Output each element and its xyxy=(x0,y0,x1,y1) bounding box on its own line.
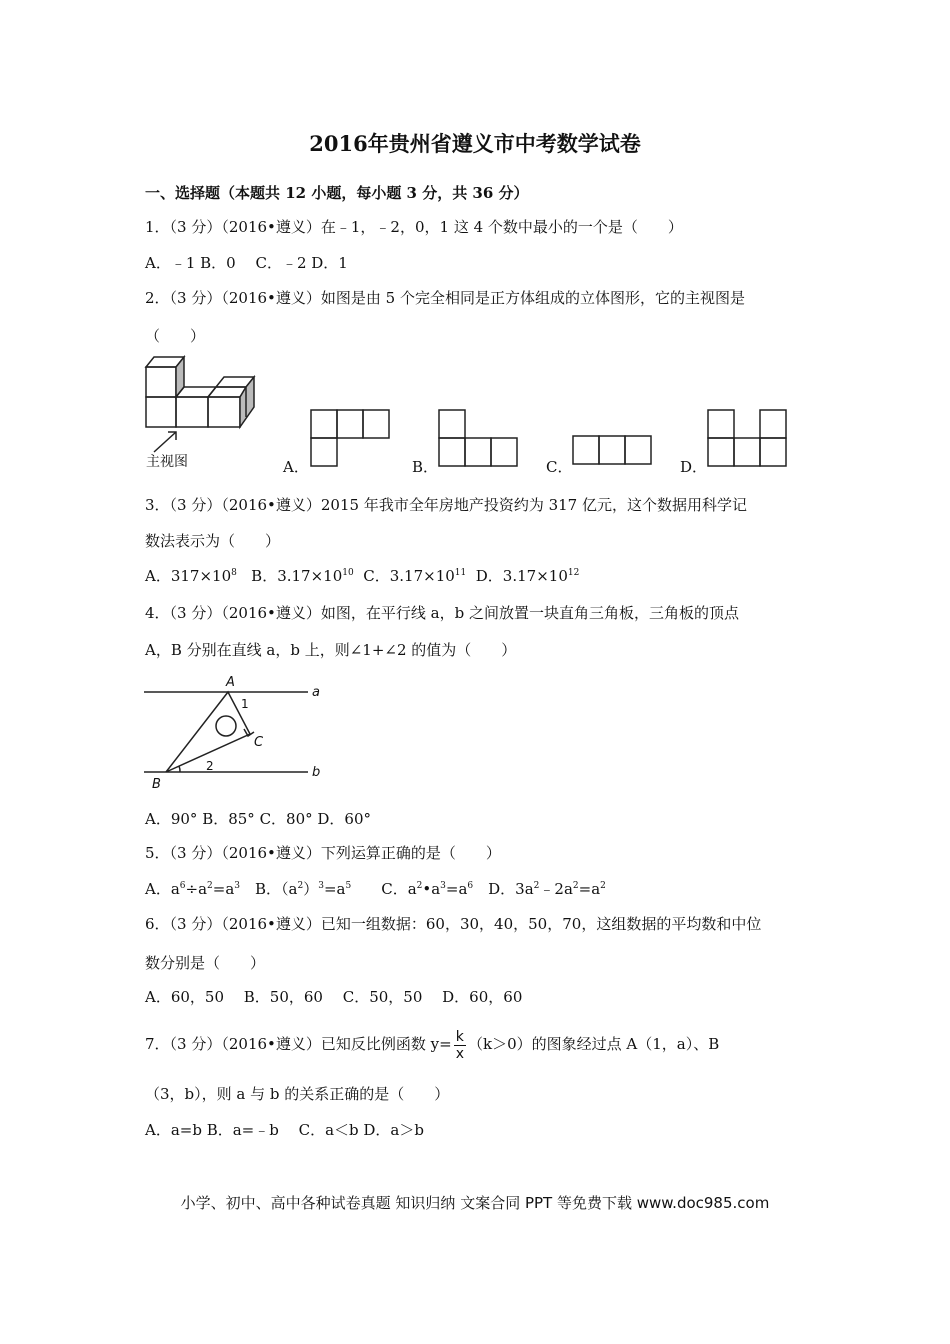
option-c-exponent: 11 xyxy=(454,568,467,578)
question-5-options: A．$a^6\div a^2=a^3$ B．$(a^2)^3=a^5$ C．$a^2•a^3=a^6$ D．$3a^2﹣2a^2=a^2$ xyxy=(145,880,606,898)
question-3-stem: 3．（3 分）（2016•遵义）2015 年我市全年房地产投资约为 317 亿元，这个数据用科学记 xyxy=(145,496,747,514)
question-6-stem: 6．（3 分）（2016•遵义）已知一组数据：60，30，40，50，70，这组数据的平均数和中位 xyxy=(145,915,762,933)
figure-caption: 主视图 xyxy=(146,454,188,470)
question-3-options xyxy=(145,566,579,586)
question-2-stem: 2．（3 分）（2016•遵义）如图是由 5 个完全相同是正方体组成的立体图形，它的主视图是 xyxy=(145,289,745,307)
fraction-k-over-x xyxy=(454,1029,466,1062)
option-c-figure xyxy=(572,434,654,468)
option-label-c: C． xyxy=(546,458,573,476)
label-angle-2: 2 xyxy=(206,759,214,773)
question-6-stem-cont: 数分别是（ ） xyxy=(145,954,266,972)
question-6-options: A．60，50 B．50，60 C．50，50 D．60，60 xyxy=(145,988,523,1006)
fraction-numerator: k xyxy=(454,1029,466,1046)
question-7-stem-pre: 7．（3 分）（2016•遵义）已知反比例函数 y= xyxy=(145,1035,452,1053)
question-7-stem xyxy=(145,1027,719,1062)
question-5-stem: 5．（3 分）（2016•遵义）下列运算正确的是（ ） xyxy=(145,844,501,862)
option-label-b: B． xyxy=(412,458,439,476)
option-a-figure xyxy=(310,409,392,469)
option-label-d: D． xyxy=(680,458,708,476)
question-4-options: A．90° B．85° C．80° D．60° xyxy=(145,810,372,828)
label-line-a: a xyxy=(312,685,320,700)
label-line-b: b xyxy=(312,765,321,780)
option-b: B．3.17×10 xyxy=(251,567,343,585)
question-7-stem-post: （k＞0）的图象经过点 A（1，a）、B xyxy=(468,1035,720,1053)
option-b-figure xyxy=(438,409,520,469)
triangle-figure xyxy=(140,672,340,796)
question-2-stem-cont: （ ） xyxy=(145,327,206,345)
question-4-stem-cont: A，B 分别在直线 a，b 上，则∠1+∠2 的值为（ ） xyxy=(145,641,517,659)
label-c-vertex: C xyxy=(254,735,264,750)
option-a: A．317×10 xyxy=(145,567,232,585)
page-title: 2016年贵州省遵义市中考数学试卷 xyxy=(309,131,641,156)
question-7-stem-cont: （3，b），则 a 与 b 的关系正确的是（ ） xyxy=(145,1085,450,1103)
option-b-exponent: 10 xyxy=(342,568,354,578)
section-heading: 一、选择题（本题共 12 小题，每小题 3 分，共 36 分） xyxy=(145,184,529,202)
option-d: D．3.17×10 xyxy=(475,567,568,585)
question-4-stem: 4．（3 分）（2016•遵义）如图，在平行线 a，b 之间放置一块直角三角板，三角板的顶点 xyxy=(145,604,739,622)
fraction-denominator: x xyxy=(455,1045,464,1062)
option-a-exponent: 8 xyxy=(231,568,237,578)
option-d-figure xyxy=(707,409,789,469)
option-c: C．3.17×10 xyxy=(363,567,455,585)
question-7-options: A．a=b B．a=﹣b C．a＜b D．a＞b xyxy=(145,1121,424,1139)
label-b-vertex: B xyxy=(152,777,161,792)
question-3-stem-cont: 数法表示为（ ） xyxy=(145,532,281,550)
footer-text: 小学、初中、高中各种试卷真题 知识归纳 文案合同 PPT 等免费下载 www.doc985.com xyxy=(180,1194,770,1212)
cube-stack-figure xyxy=(140,352,280,472)
question-1-options: A．﹣1 B．0 C．﹣2 D．1 xyxy=(145,254,348,272)
option-label-a: A． xyxy=(283,458,309,476)
option-d-exponent: 12 xyxy=(567,568,580,578)
label-a-vertex: A xyxy=(226,675,235,690)
label-angle-1: 1 xyxy=(241,697,249,711)
question-1-stem: 1．（3 分）（2016•遵义）在﹣1，﹣2，0，1 这 4 个数中最小的一个是（ ） xyxy=(145,218,683,236)
